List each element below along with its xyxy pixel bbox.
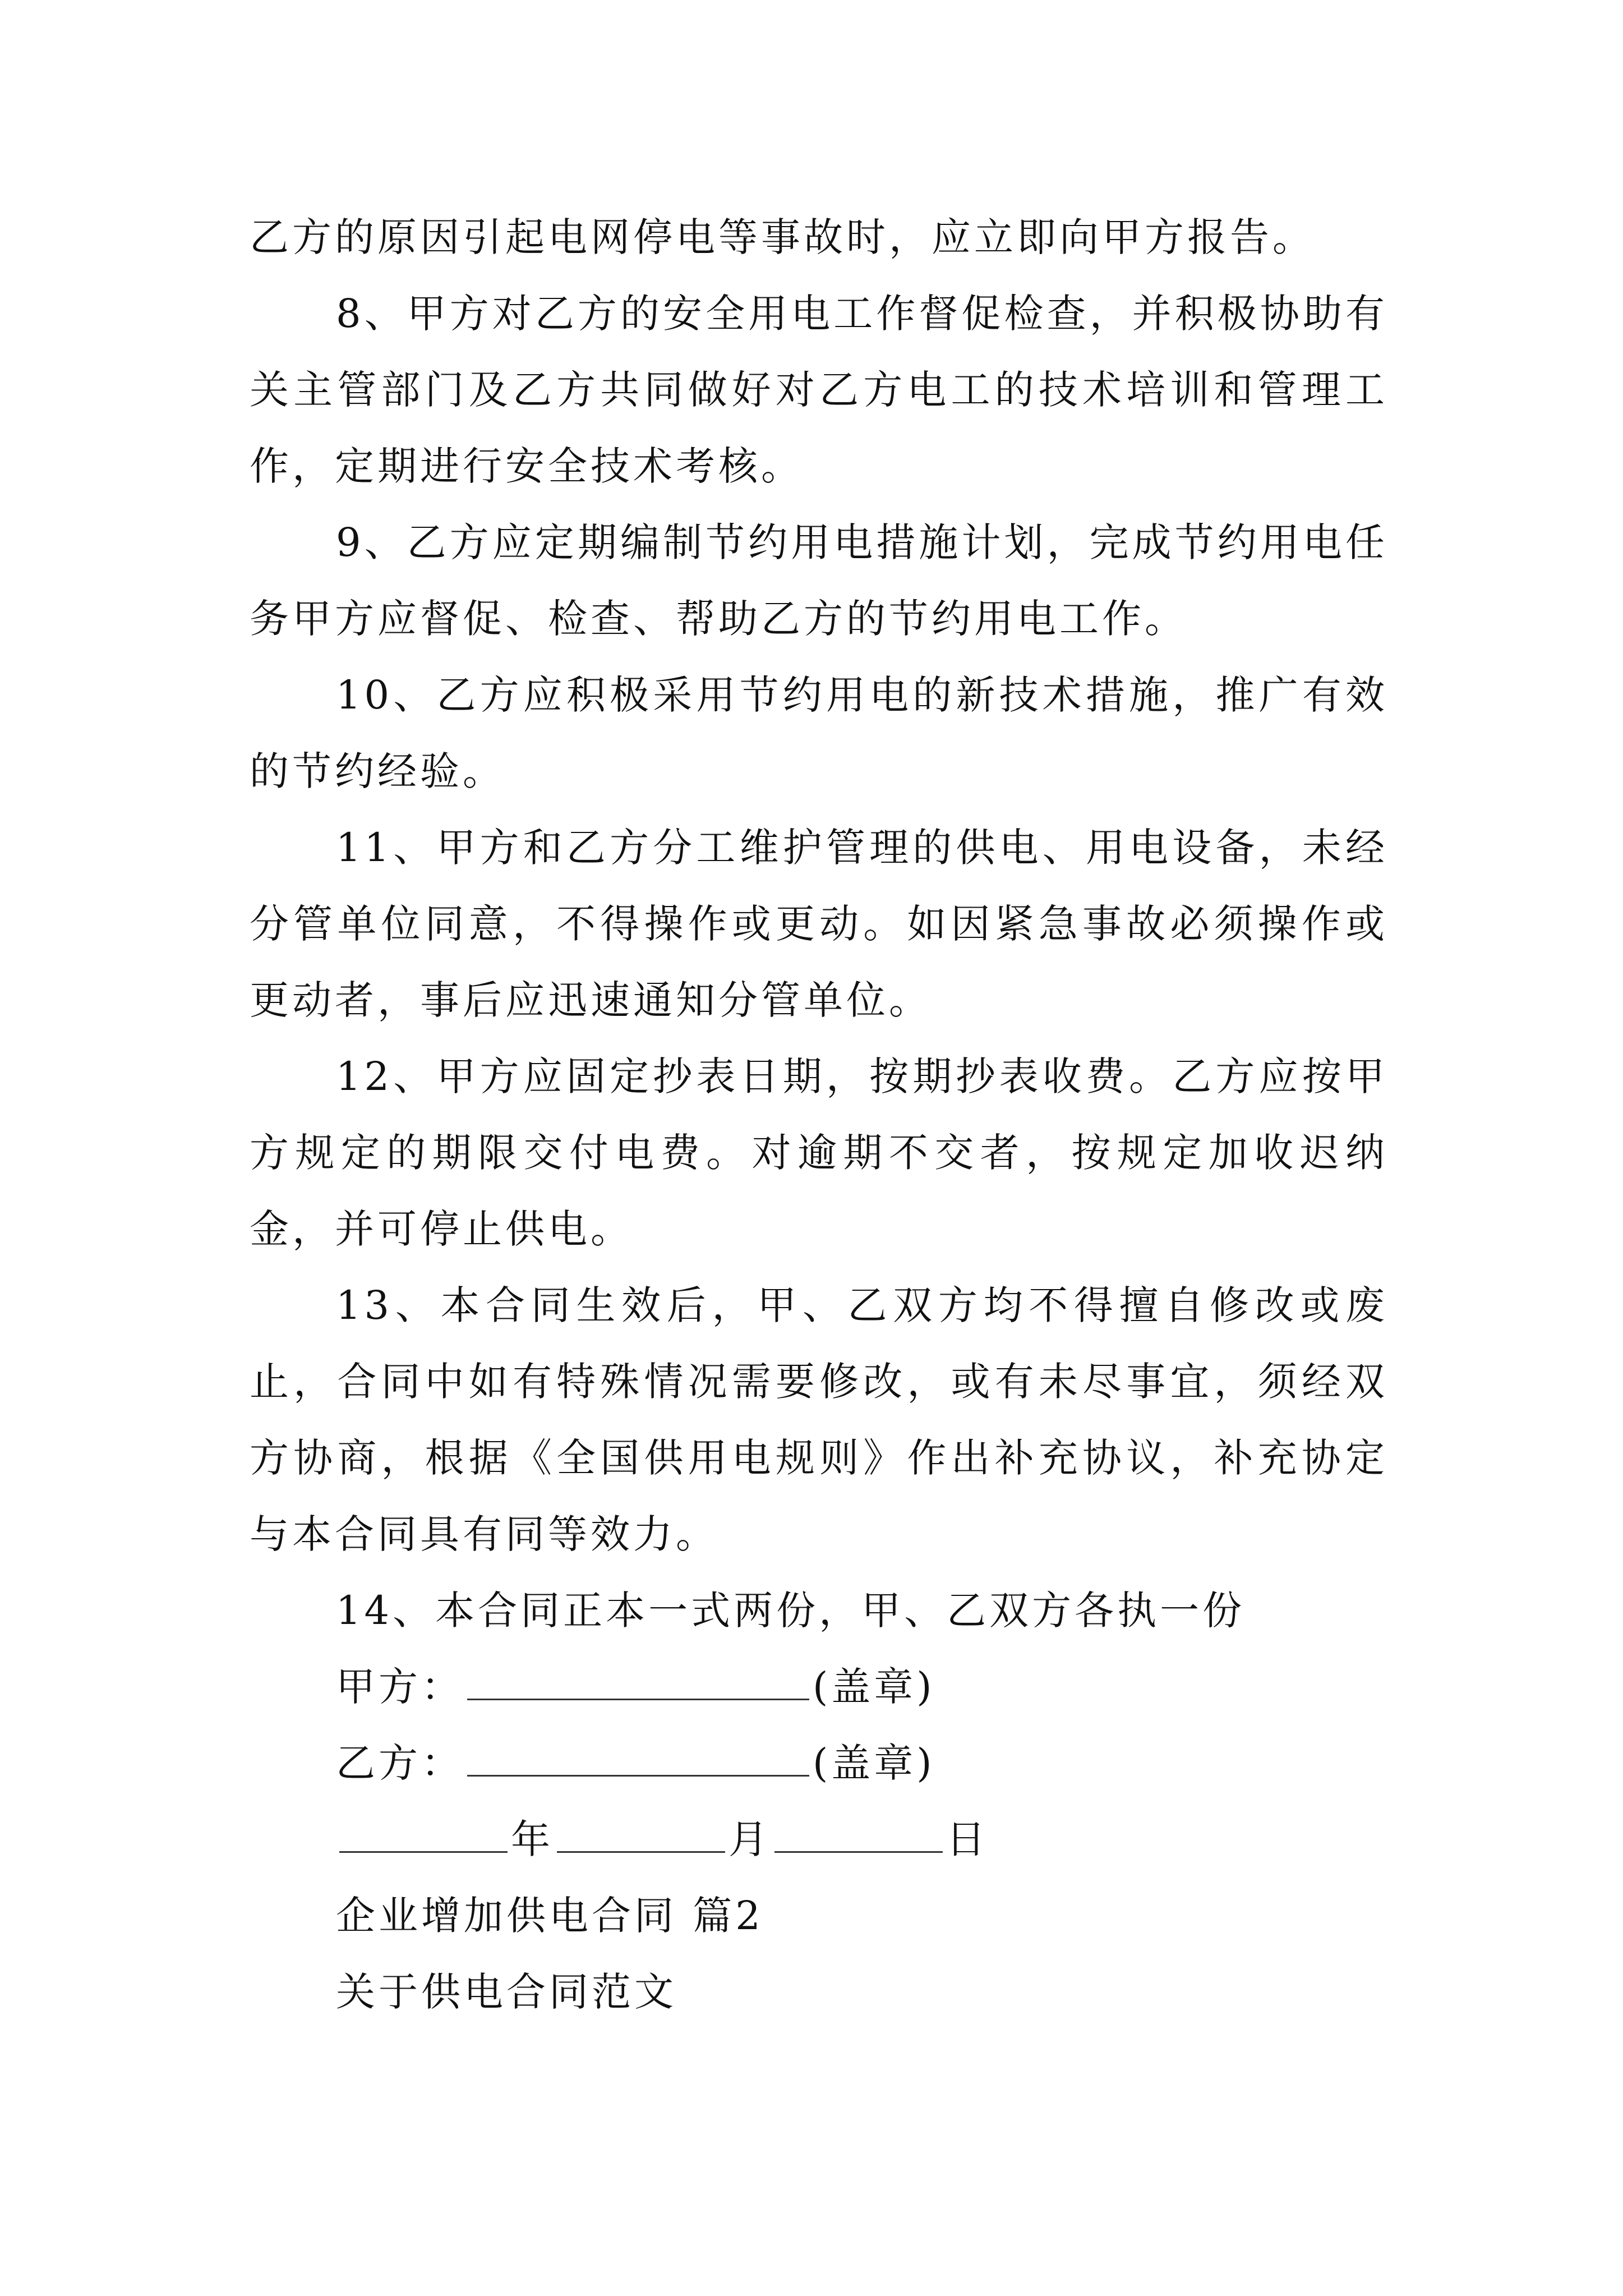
paragraph-clause-10: 10、乙方应积极采用节约用电的新技术措施，推广有效的节约经验。 xyxy=(250,672,1388,794)
party-b-seal-note: (盖章) xyxy=(813,1740,935,1786)
next-section-title: 企业增加供电合同 篇2 xyxy=(336,1893,764,1939)
party-a-signature-line xyxy=(250,1649,1388,1725)
paragraph-clause-11: 11、甲方和乙方分工维护管理的供电、用电设备，未经分管单位同意，不得操作或更动。如因紧急事故必须操作或更动者，事后应迅速通知分管单位。 xyxy=(250,825,1388,1023)
document-page xyxy=(250,199,1388,2030)
date-line xyxy=(250,1801,1388,1878)
party-b-blank[interactable] xyxy=(467,1730,809,1777)
party-b-label: 乙方： xyxy=(336,1740,464,1786)
month-blank[interactable] xyxy=(557,1806,725,1853)
paragraph-clause-13: 13、本合同生效后，甲、乙双方均不得擅自修改或废止，合同中如有特殊情况需要修改，或有未尽事宜，须经双方协商，根据《全国供用电规则》作出补充协议，补充协定与本合同具有同等效力。 xyxy=(250,1282,1388,1557)
party-b-signature-line xyxy=(250,1725,1388,1801)
paragraph-clause-14: 14、本合同正本一式两份，甲、乙双方各执一份 xyxy=(336,1588,1246,1634)
day-blank[interactable] xyxy=(774,1806,943,1853)
party-a-blank[interactable] xyxy=(467,1654,809,1700)
paragraph-clause-8: 8、甲方对乙方的安全用电工作督促检查，并积极协助有关主管部门及乙方共同做好对乙方电工的技术培训和管理工作，定期进行安全技术考核。 xyxy=(250,291,1388,489)
paragraph-clause-9: 9、乙方应定期编制节约用电措施计划，完成节约用电任务甲方应督促、检查、帮助乙方的节约用电工作。 xyxy=(250,519,1388,642)
paragraph-clause-12: 12、甲方应固定抄表日期，按期抄表收费。乙方应按甲方规定的期限交付电费。对逾期不交者，按规定加收迟纳金，并可停止供电。 xyxy=(250,1053,1388,1252)
month-label: 月 xyxy=(728,1816,771,1862)
party-a-label: 甲方： xyxy=(336,1664,464,1710)
day-label: 日 xyxy=(946,1816,989,1862)
year-blank[interactable] xyxy=(339,1806,508,1853)
paragraph-0: 乙方的原因引起电网停电等事故时，应立即向甲方报告。 xyxy=(250,214,1315,260)
next-section-subtitle: 关于供电合同范文 xyxy=(336,1969,677,2015)
party-a-seal-note: (盖章) xyxy=(813,1664,935,1710)
year-label: 年 xyxy=(511,1816,554,1862)
